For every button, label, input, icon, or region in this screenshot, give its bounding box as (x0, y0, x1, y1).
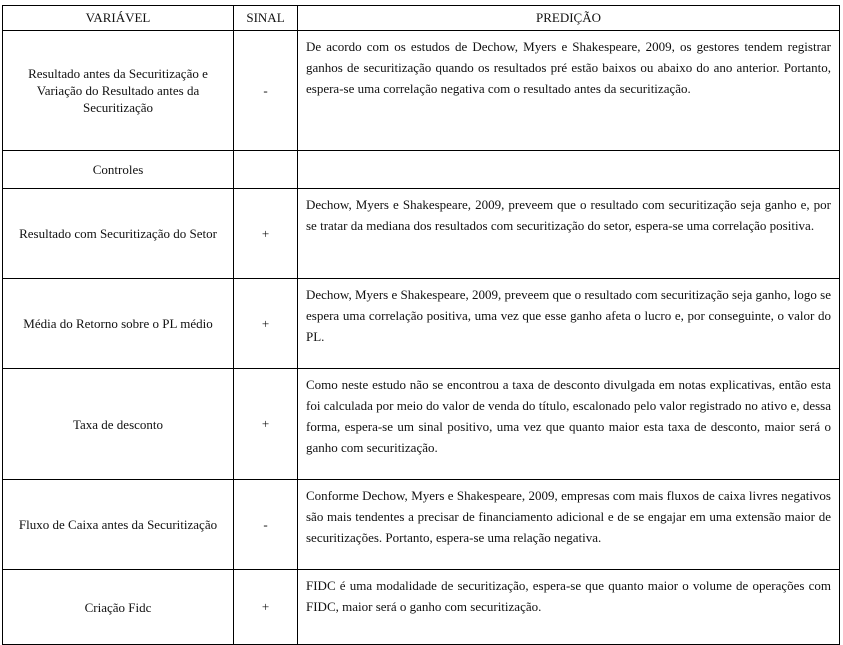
header-variavel: VARIÁVEL (3, 6, 234, 31)
table-row (3, 151, 840, 189)
header-row (3, 6, 840, 31)
prediction-cell: FIDC é uma modalidade de securitização, espera-se que quanto maior o volume de operações com FIDC, maior será o ganho com securitização. (298, 570, 840, 645)
table-row (3, 369, 840, 480)
prediction-cell: Como neste estudo não se encontrou a taxa de desconto divulgada em notas explicativas, então esta foi calculada por meio do valor de venda do título, escalonado pelo valor registrado no ativo e, dessa forma, espera-se um sinal positivo, uma vez que quanto maior esta taxa de desconto, maior será o ganho com securitização. (298, 369, 840, 480)
table-row (3, 279, 840, 369)
variable-cell: Taxa de desconto (3, 369, 234, 480)
header-predicao: PREDIÇÃO (298, 6, 840, 31)
table-row (3, 570, 840, 645)
sign-cell: - (234, 480, 298, 570)
table-row (3, 480, 840, 570)
variable-cell: Criação Fidc (3, 570, 234, 645)
variable-cell: Resultado antes da Securitização e Variação do Resultado antes da Securitização (3, 31, 234, 151)
variable-cell: Resultado com Securitização do Setor (3, 189, 234, 279)
prediction-cell: Dechow, Myers e Shakespeare, 2009, preveem que o resultado com securitização seja ganho e, por se tratar da mediana dos resultados com securitização do setor, espera-se uma correlação positiva. (298, 189, 840, 279)
prediction-cell: Dechow, Myers e Shakespeare, 2009, preveem que o resultado com securitização seja ganho, logo se espera uma correlação positiva, uma vez que esse ganho afeta o lucro e, por conseguinte, o valor do PL. (298, 279, 840, 369)
sign-cell: + (234, 369, 298, 480)
sign-cell: + (234, 279, 298, 369)
variable-cell: Fluxo de Caixa antes da Securitização (3, 480, 234, 570)
prediction-cell: Conforme Dechow, Myers e Shakespeare, 2009, empresas com mais fluxos de caixa livres negativos são mais tendentes a precisar de financiamento adicional e de se engajar em uma extensão maior de securitizações. Portanto, espera-se uma relação negativa. (298, 480, 840, 570)
variable-cell: Média do Retorno sobre o PL médio (3, 279, 234, 369)
sign-cell: - (234, 31, 298, 151)
table-row (3, 189, 840, 279)
prediction-cell: De acordo com os estudos de Dechow, Myers e Shakespeare, 2009, os gestores tendem registrar ganhos de securitização quando os resultados pré estão baixos ou abaixo do ano anterior. Portanto, espera-se uma correlação negativa com o resultado antes da securitização. (298, 31, 840, 151)
prediction-cell (298, 151, 840, 189)
sign-cell: + (234, 570, 298, 645)
table-row (3, 31, 840, 151)
sign-cell: + (234, 189, 298, 279)
variable-cell: Controles (3, 151, 234, 189)
header-sinal: SINAL (234, 6, 298, 31)
sign-cell (234, 151, 298, 189)
variables-table (2, 5, 840, 645)
